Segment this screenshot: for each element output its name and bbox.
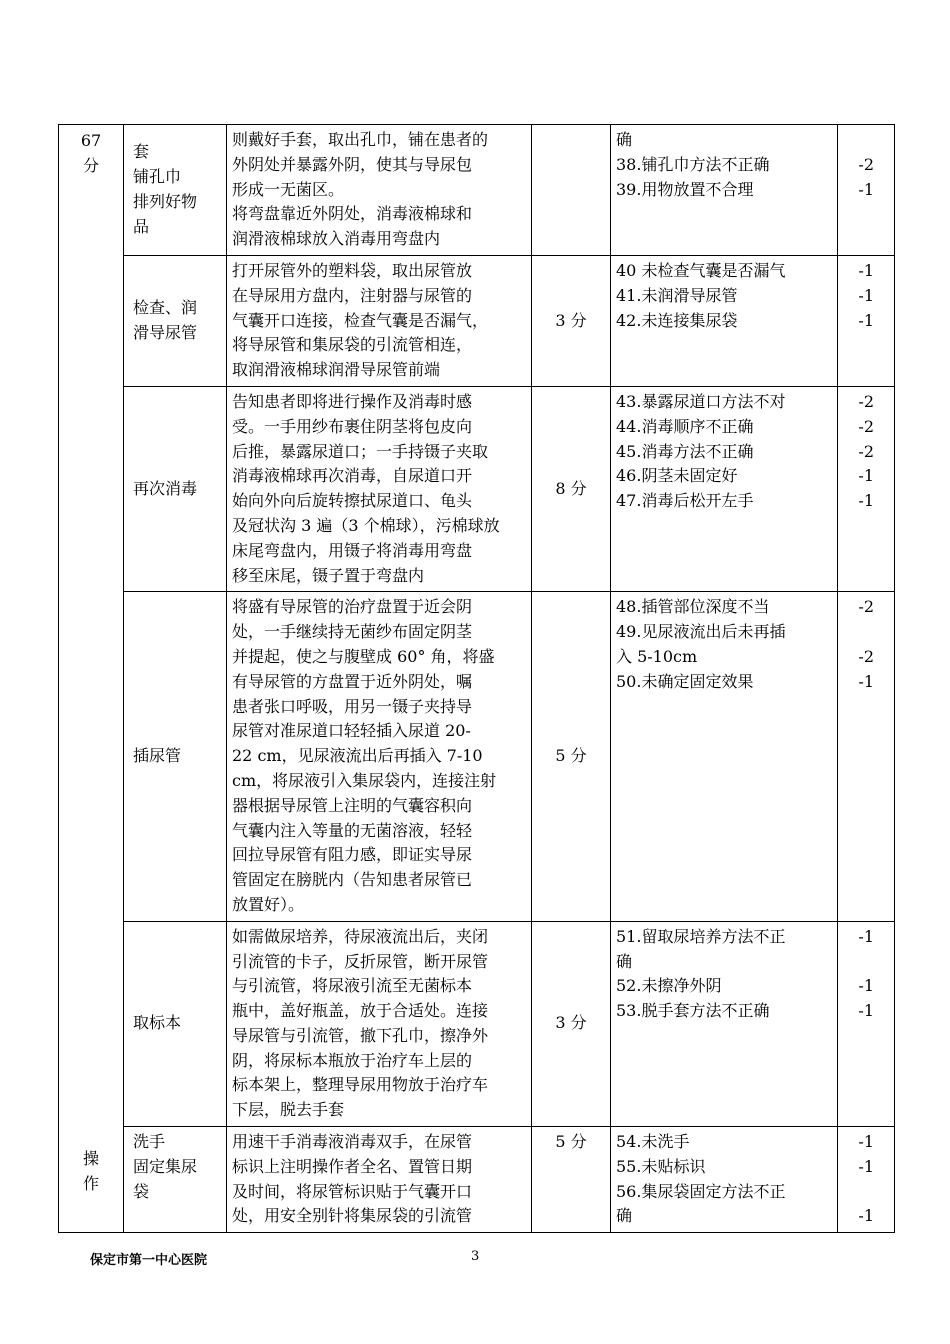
cell-line: 固定集尿	[133, 1156, 198, 1176]
cell-line: -1	[858, 976, 874, 996]
cell-line	[843, 950, 874, 975]
cell-line: 气囊内注入等量的无菌溶液，轻轻	[232, 820, 473, 840]
deduction-cell	[838, 1127, 895, 1233]
cell-line: 告知患者即将进行操作及消毒时感	[232, 391, 473, 411]
cell-line: 消毒液棉球再次消毒，自尿道口开	[232, 466, 473, 486]
cell-line: -2	[858, 391, 874, 411]
cell-line: -2	[858, 416, 874, 436]
cell-line: 40 未检查气囊是否漏气	[616, 260, 786, 280]
deduction-cell	[838, 921, 895, 1126]
cell-line: 47.消毒后松开左手	[616, 491, 754, 511]
description-cell	[227, 386, 532, 591]
score-cell: 5 分	[532, 1127, 611, 1233]
criteria-cell	[611, 921, 838, 1126]
category-cell	[59, 125, 124, 1233]
cell-line: 48.插管部位深度不当	[616, 597, 770, 617]
cell-line: 始向外向后旋转擦拭尿道口、龟头	[232, 491, 473, 511]
cell-line: 阴，将尿标本瓶放于治疗车上层的	[232, 1050, 473, 1070]
cell-line: 器根据导尿管上注明的气囊容积向	[232, 795, 473, 815]
cell-line: 再次消毒	[133, 478, 198, 498]
cell-line: 品	[133, 216, 150, 236]
cell-line: 标识上注明操作者全名、置管日期	[232, 1156, 473, 1176]
cell-line: 51.留取尿培养方法不正	[616, 926, 786, 946]
cell-line: 如需做尿培养，待尿液流出后，夹闭	[232, 926, 489, 946]
cell-line: 56.集尿袋固定方法不正	[616, 1181, 786, 1201]
cell-line: 引流管的卡子，反折尿管，断开尿管	[232, 951, 489, 971]
cell-line: 确	[616, 1206, 633, 1226]
cell-line: 回拉导尿管有阻力感，即证实导尿	[232, 845, 473, 865]
cell-line: 管固定在膀胱内（告知患者尿管已	[232, 870, 473, 890]
cell-line: -1	[858, 671, 874, 691]
cell-line: cm，将尿液引入集尿袋内，连接注射	[232, 770, 497, 790]
description-cell	[227, 125, 532, 256]
description-cell	[227, 921, 532, 1126]
cell-line: -2	[858, 441, 874, 461]
score-cell: 3 分	[532, 921, 611, 1126]
cell-line: 受。一手用纱布裹住阴茎将包皮向	[232, 416, 473, 436]
cell-line: 45.消毒方法不正确	[616, 441, 754, 461]
cell-line: 检查、润	[133, 298, 198, 318]
cell-line: -1	[858, 310, 874, 330]
cell-line: 滑导尿管	[133, 322, 198, 342]
criteria-cell	[611, 386, 838, 591]
cell-line	[843, 620, 874, 645]
cell-line: 确	[616, 951, 633, 971]
cell-line: 排列好物	[133, 191, 198, 211]
cell-line: -1	[858, 285, 874, 305]
cell-line: -2	[858, 597, 874, 617]
cell-line: 有导尿管的方盘置于近外阴处，嘱	[232, 671, 473, 691]
cell-line: 及冠状沟 3 遍（3 个棉球），污棉球放	[232, 515, 500, 535]
step-cell	[124, 386, 227, 591]
cell-line: 床尾弯盘内，用镊子将消毒用弯盘	[232, 540, 473, 560]
cell-line: -1	[858, 491, 874, 511]
cell-line: 并提起，使之与腹壁成 60° 角，将盛	[232, 646, 495, 666]
cell-line: 52.未擦净外阴	[616, 976, 722, 996]
cell-line: 后推，暴露尿道口；一手持镊子夹取	[232, 441, 489, 461]
cell-line: 处，用安全别针将集尿袋的引流管	[232, 1206, 473, 1226]
criteria-cell	[611, 125, 838, 256]
cell-line: 49.见尿液流出后未再插	[616, 622, 786, 642]
cell-line: -1	[858, 1001, 874, 1021]
description-cell	[227, 1127, 532, 1233]
cell-line: 取标本	[133, 1013, 182, 1033]
cell-line: 导尿管与引流管，撤下孔巾，擦净外	[232, 1025, 489, 1045]
cell-line: 外阴处并暴露外阴，使其与导尿包	[232, 154, 473, 174]
step-cell	[124, 255, 227, 386]
table-row	[59, 592, 895, 921]
cell-line: 55.未贴标识	[616, 1156, 706, 1176]
table-row	[59, 921, 895, 1126]
cell-line: 及时间，将尿管标识贴于气囊开口	[232, 1181, 473, 1201]
deduction-cell	[838, 125, 895, 256]
cell-line: 在导尿用方盘内，注射器与尿管的	[232, 285, 473, 305]
cell-line: 将导尿管和集尿袋的引流管相连，	[232, 335, 473, 355]
footer-hospital-name: 保定市第一中心医院	[90, 1253, 208, 1268]
cell-line: 与引流管，将尿液引流至无菌标本	[232, 976, 473, 996]
cell-line: 46.阴茎未固定好	[616, 466, 738, 486]
cell-line: 44.消毒顺序不正确	[616, 416, 754, 436]
cell-line: 42.未连接集尿袋	[616, 310, 738, 330]
table-row	[59, 255, 895, 386]
score-cell: 3 分	[532, 255, 611, 386]
cell-line: 用速干手消毒液消毒双手，在尿管	[232, 1132, 473, 1152]
deduction-cell	[838, 386, 895, 591]
cell-line: 53.脱手套方法不正确	[616, 1001, 770, 1021]
cell-line: 50.未确定固定效果	[616, 671, 754, 691]
cell-line: 袋	[133, 1181, 150, 1201]
score-cell: 5 分	[532, 592, 611, 921]
cell-line: 处，一手继续持无菌纱布固定阴茎	[232, 622, 473, 642]
cell-line: 标本架上，整理导尿用物放于治疗车	[232, 1075, 489, 1095]
criteria-cell	[611, 1127, 838, 1233]
cell-line: -1	[858, 466, 874, 486]
cell-line	[843, 1180, 874, 1205]
table-row	[59, 386, 895, 591]
cell-line: 放置好）。	[232, 894, 305, 914]
category-label: 操 作	[82, 1149, 99, 1194]
cell-line: -1	[858, 1132, 874, 1152]
cell-line: 54.未洗手	[616, 1132, 690, 1152]
table-row	[59, 125, 895, 256]
cell-line: 打开尿管外的塑料袋，取出尿管放	[232, 260, 473, 280]
cell-line: 尿管对准尿道口轻轻插入尿道 20-	[232, 721, 471, 741]
cell-line: -1	[858, 926, 874, 946]
step-cell	[124, 1127, 227, 1233]
description-cell	[227, 592, 532, 921]
scoring-table	[58, 124, 895, 1233]
cell-line: 39.用物放置不合理	[616, 179, 754, 199]
score-cell: 8 分	[532, 386, 611, 591]
category-points: 67 分	[80, 131, 102, 175]
cell-line: -1	[858, 260, 874, 280]
cell-line: 套	[133, 142, 150, 162]
step-cell	[124, 125, 227, 256]
cell-line: 将弯盘靠近外阴处，消毒液棉球和	[232, 204, 473, 224]
cell-line: 41.未润滑导尿管	[616, 285, 738, 305]
cell-line: 铺孔巾	[133, 167, 182, 187]
cell-line: 则戴好手套，取出孔巾，铺在患者的	[232, 130, 489, 149]
score-cell	[532, 125, 611, 256]
cell-line: 插尿管	[133, 746, 182, 766]
cell-line: 入 5-10cm	[616, 646, 698, 666]
step-cell	[124, 921, 227, 1126]
cell-line: 移至床尾，镊子置于弯盘内	[232, 565, 425, 585]
cell-line	[843, 128, 874, 153]
cell-line: 43.暴露尿道口方法不对	[616, 391, 786, 411]
deduction-cell	[838, 255, 895, 386]
cell-line: 形成一无菌区。	[232, 179, 345, 199]
cell-line: 瓶中，盖好瓶盖，放于合适处。连接	[232, 1001, 489, 1021]
step-cell	[124, 592, 227, 921]
cell-line: -1	[858, 1206, 874, 1226]
cell-line: 患者张口呼吸，用另一镊子夹持导	[232, 696, 473, 716]
cell-line: 气囊开口连接，检查气囊是否漏气，	[232, 310, 489, 330]
cell-line: -2	[858, 154, 874, 174]
cell-line: -2	[858, 646, 874, 666]
cell-line: -1	[858, 1156, 874, 1176]
description-cell	[227, 255, 532, 386]
table-row	[59, 1127, 895, 1233]
cell-line: 取润滑液棉球润滑导尿管前端	[232, 360, 441, 380]
cell-line: -1	[858, 179, 874, 199]
cell-line: 将盛有导尿管的治疗盘置于近会阴	[232, 597, 473, 617]
footer-page-number: 3	[471, 1249, 480, 1264]
cell-line: 下层，脱去手套	[232, 1100, 345, 1120]
cell-line: 确	[616, 130, 633, 149]
cell-line: 润滑液棉球放入消毒用弯盘内	[232, 229, 441, 249]
criteria-cell	[611, 255, 838, 386]
cell-line: 38.铺孔巾方法不正确	[616, 154, 770, 174]
deduction-cell	[838, 592, 895, 921]
criteria-cell	[611, 592, 838, 921]
cell-line: 洗手	[133, 1132, 166, 1152]
cell-line: 22 cm，见尿液流出后再插入 7-10	[232, 746, 483, 766]
